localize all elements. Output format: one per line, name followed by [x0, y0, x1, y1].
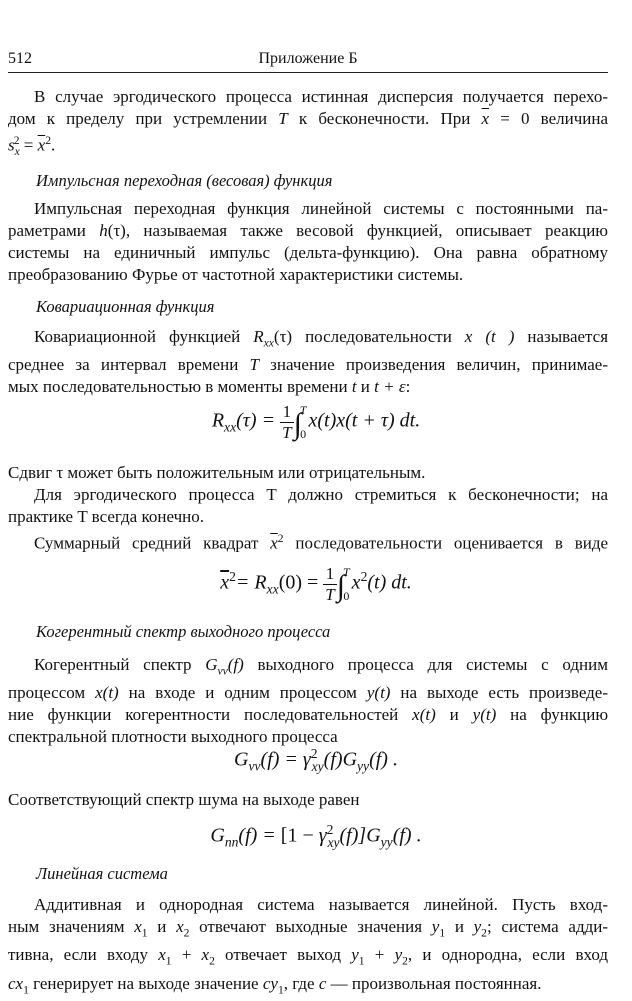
- linear-paragraph: Аддитивная и однородная система называется линейной. Пусть вход- ным значениям $x_1$ и $x_2$ отвечают выходные значения $y_1$ и $y_2$; система адди- тивна, если входу $x_1 + x_2$ отвечает выход $y_1 + y_2$, и однородна, если вход $cx_1$ генерирует на выходе значение $cy_1$, где c — произвольная постоянная.: [8, 895, 609, 997]
- coherent-paragraph: Когерентный спектр $G_{vv}(f)$ выходного процесса для системы с одним процессом x(t) на входе и одним процессом y(t) на выходе есть произведе- ние функции когерентности последовательностей x(t) и y(t) на функцию спектральной плотности выходного процесса: [8, 655, 609, 747]
- formula-noise-spectrum: $G_{nn}(f) = [1 - \gamma^2_{xy}(f)]G_{yy}(f)$ .: [210, 822, 422, 850]
- impulse-paragraph: Импульсная переходная функция линейной системы с постоянными па- раметрами h(τ), называемая также весовой функцией, описывает реакцию системы на единичный импульс (дельта-функцию). Она равна обратному преобразованию Фурье от частотной характеристики системы.: [8, 199, 608, 284]
- intro-paragraph: В случае эргодического процесса истинная дисперсия получается перехо- дом к пределу при устремлении T к бесконечности. При $\overline{x} = 0$ величина $s_x^2 = \overline{x}^2$.: [8, 87, 608, 159]
- formula-mean-square: $\overline{x}^2= R_{xx}(0)$ = $\frac{1}{T}$ ∫ T 0 $x^2(t)$ dt.: [220, 563, 412, 604]
- running-title: Приложение Б: [258, 50, 358, 67]
- noise-line: Соответствующий спектр шума на выходе равен: [8, 790, 360, 809]
- section-heading-linear: Линейная система: [36, 864, 168, 883]
- section-heading-impulse: Импульсная переходная (весовая) функция: [36, 171, 333, 190]
- formula-covariance: $R_{xx}(\tau)$ = $\frac{1}{T}$ ∫ T 0 x(t)x(t + τ) dt.: [211, 401, 421, 442]
- formula-coherent-spectrum: $G_{vv}(f) = \gamma^2_{xy}(f)G_{yy}(f)$ .: [234, 746, 398, 774]
- covariance-notes: Сдвиг τ может быть положительным или отрицательным. Для эргодического процесса T должно стремиться к бесконечности; на практике T всегда конечно. Суммарный средний квадрат $\overline{x}^2$ последовательности оценивается в виде: [8, 463, 609, 553]
- page-header: [8, 50, 608, 73]
- page-number: 512: [8, 50, 32, 67]
- covariance-paragraph: Ковариационной функцией $R_{xx}(\tau)$ последовательности x (t ) называется среднее за интервал времени T значение произведения величин, принимае- мых последовательностью в моменты времени t и t + ε:: [8, 327, 609, 397]
- section-heading-covariance: Ковариационная функция: [36, 297, 215, 316]
- section-heading-coherent: Когерентный спектр выходного процесса: [36, 622, 331, 641]
